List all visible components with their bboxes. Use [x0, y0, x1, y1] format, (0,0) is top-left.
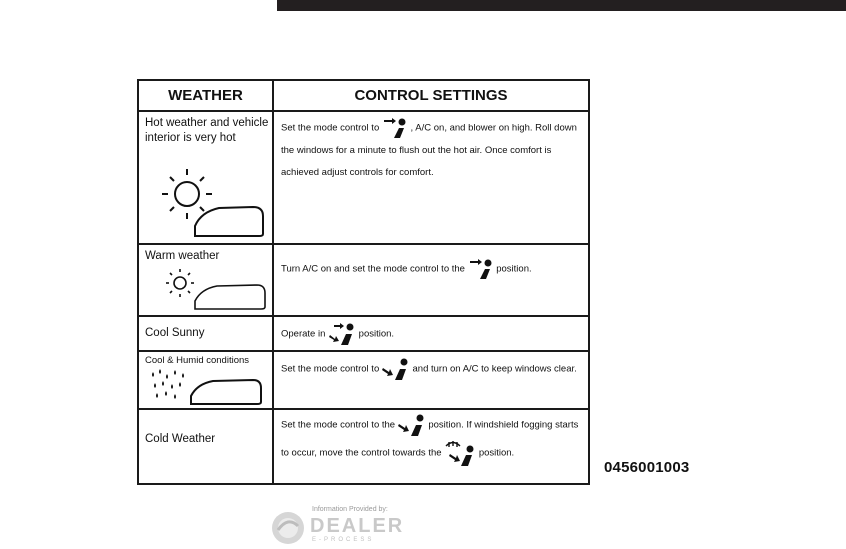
control-text-part1: Set the mode control to the: [281, 419, 396, 431]
weather-label: Cool Sunny: [145, 327, 205, 339]
header-control-settings: CONTROL SETTINGS: [273, 80, 589, 111]
control-text-part1: Operate in: [281, 328, 326, 340]
rain-car-icon: [145, 366, 270, 406]
top-bar: [277, 0, 846, 11]
table-row: [138, 244, 589, 316]
panel-mode-icon: [382, 116, 408, 140]
weather-control-table: [137, 79, 590, 485]
credit-brand: DEALER: [310, 515, 405, 537]
credit-sub: E-PROCESS: [312, 537, 375, 543]
defrost-floor-mode-icon: [444, 438, 476, 468]
floor-mode-icon: [382, 356, 410, 382]
control-text-part2: , A/C on, and blower on high. Roll down the windows for a minute to flush out the hot air. Once comfort is achieved adjust controls for comfort.: [281, 122, 577, 178]
control-text-part1: Set the mode control to: [281, 363, 380, 375]
control-text-part1: Set the mode control to: [281, 122, 380, 134]
control-text-part2: position.: [496, 263, 532, 275]
table-row: [138, 351, 589, 409]
control-text-part3: position.: [478, 447, 515, 459]
weather-label: Cold Weather: [145, 433, 216, 445]
table-row: [138, 409, 589, 484]
part-number: 0456001003: [604, 459, 690, 476]
credit-logo-block: [270, 506, 440, 546]
control-text-part1: Turn A/C on and set the mode control to the: [281, 263, 465, 275]
credit-info: Information Provided by:: [312, 506, 388, 513]
panel-mode-icon: [468, 257, 494, 281]
table-row: [138, 111, 589, 244]
bilevel-mode-icon: [328, 321, 356, 347]
control-text-part2: position.: [358, 328, 395, 340]
control-text-part2: position. If windshield fogging starts to occur, move the control towards the: [281, 419, 579, 459]
weather-label: Hot weather and vehicle interior is very hot: [145, 117, 269, 144]
table-row: [138, 316, 589, 351]
weather-label: Cool & Humid conditions: [145, 355, 250, 366]
control-text-part2: and turn on A/C to keep windows clear.: [412, 363, 577, 375]
header-weather: WEATHER: [138, 80, 273, 111]
weather-label: Warm weather: [145, 250, 220, 262]
floor-mode-icon: [398, 412, 426, 438]
sun-car-icon: [159, 267, 279, 317]
sun-car-icon: [147, 158, 267, 240]
dealer-logo-icon: [270, 510, 306, 546]
